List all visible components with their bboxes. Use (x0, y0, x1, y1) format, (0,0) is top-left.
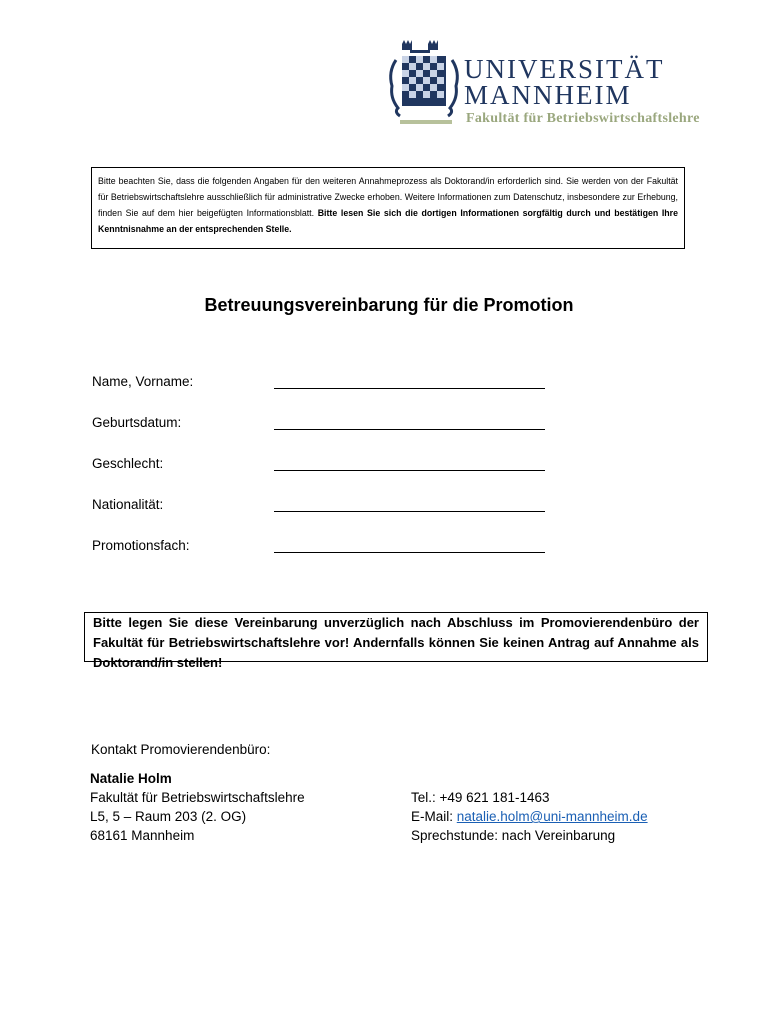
field-line-gender[interactable] (274, 470, 545, 471)
contact-name: Natalie Holm (90, 771, 172, 786)
field-label-name: Name, Vorname: (92, 374, 194, 389)
field-line-nationality[interactable] (274, 511, 545, 512)
field-label-subject: Promotionsfach: (92, 538, 190, 553)
privacy-notice-box (91, 167, 685, 249)
page-title: Betreuungsvereinbarung für die Promotion (204, 295, 574, 315)
contact-faculty: Fakultät für Betriebswirtschaftslehre (90, 790, 305, 805)
privacy-notice-text: Bitte beachten Sie, dass die folgenden Angaben für den weiteren Annahmeprozess als Doktorand/in erforderlich sind. Sie werden von der Fakultät für Betriebswirtschaftslehre ausschließlich für administrative Zwecke erhoben. Weitere Informationen zum Datenschutz, insbesondere zur Erhebung, finden Sie auf dem hier beigefügten Informationsblatt. (98, 176, 678, 218)
contact-email-label: E-Mail: (411, 809, 457, 824)
submission-warning-text: Bitte legen Sie diese Vereinbarung unverzüglich nach Abschluss im Promovierendenbüro der Fakultät für Betriebswirtschaftslehre vor! Andernfalls können Sie keinen Antrag auf Annahme als Doktorand/in stellen! (93, 615, 699, 670)
contact-email-row (411, 809, 648, 824)
contact-heading: Kontakt Promovierendenbüro: (91, 742, 271, 757)
field-label-gender: Geschlecht: (92, 456, 164, 471)
university-crest-icon (386, 38, 462, 122)
field-label-birthdate: Geburtsdatum: (92, 415, 182, 430)
logo-university-word: UNIVERSITÄT (464, 54, 665, 84)
contact-city: 68161 Mannheim (90, 828, 195, 843)
contact-phone: Tel.: +49 621 181-1463 (411, 790, 550, 805)
submission-warning-box (84, 612, 708, 670)
logo-divider (400, 120, 452, 124)
contact-email-link[interactable]: natalie.holm@uni-mannheim.de (456, 809, 648, 824)
contact-room: L5, 5 – Raum 203 (2. OG) (90, 809, 247, 824)
privacy-notice-bold: Bitte lesen Sie sich die dortigen Informationen sorgfältig durch und bestätigen Ihre Kenntnisnahme an der entsprechenden Stelle. (98, 208, 678, 234)
field-line-name[interactable] (274, 388, 545, 389)
logo-city-word: MANNHEIM (464, 80, 632, 110)
university-logo (386, 38, 756, 130)
contact-hours: Sprechstunde: nach Vereinbarung (411, 828, 616, 843)
field-line-subject[interactable] (274, 552, 545, 553)
field-line-birthdate[interactable] (274, 429, 545, 430)
logo-faculty: Fakultät für Betriebswirtschaftslehre (466, 111, 700, 126)
field-label-nationality: Nationalität: (92, 497, 164, 512)
